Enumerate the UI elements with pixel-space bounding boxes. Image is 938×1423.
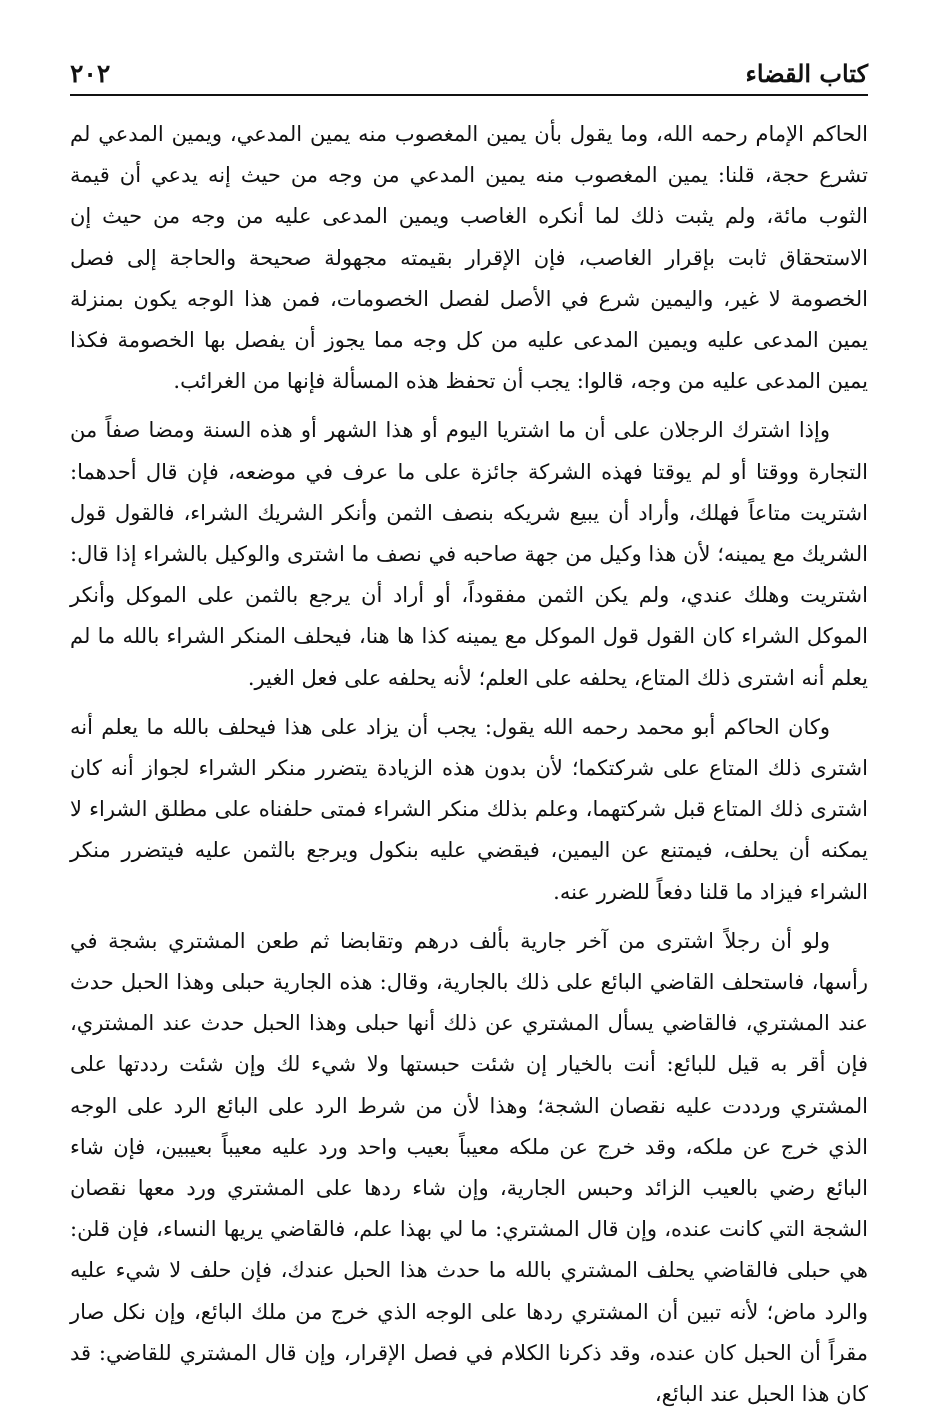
- running-header: [70, 48, 868, 96]
- paragraph: وكان الحاكم أبو محمد رحمه الله يقول: يجب أن يزاد على هذا فيحلف بالله ما يعلم أنه اشترى ذلك المتاع على شركتكما؛ لأن بدون هذه الزيادة يتضرر منكر الشراء لجواز أنه كان اشترى ذلك المتاع قبل شركتهما، وعلم بذلك منكر الشراء فمتى حلفناه على مطلق الشراء لا يمكنه أن يحلف، فيمتنع عن اليمين، فيقضي عليه بنكول ويرجع بالثمن عليه فيتضرر منكر الشراء فيزاد ما قلنا دفعاً للضرر عنه.: [70, 714, 868, 904]
- page-number: ٢٠٢: [70, 59, 111, 88]
- paragraph: ولو أن رجلاً اشترى من آخر جارية بألف درهم وتقابضا ثم طعن المشتري بشجة في رأسها، فاستحلف القاضي البائع على ذلك بالجارية، وقال: هذه الجارية حبلى وهذا الحبل حدث عند المشتري، فالقاضي يسأل المشتري عن ذلك أنها حبلى وهذا الحبل حدث عند المشتري، فإن أقر به قيل للبائع: أنت بالخيار إن شئت حبستها ولا شيء لك وإن شئت رددتها على المشتري ورددت عليه نقصان الشجة؛ وهذا لأن من شرط الرد على البائع الرد على الوجه الذي خرج عن ملكه، وقد خرج عن ملكه معيباً بعيب واحد ورد عليه معيباً بعيبين، فإن شاء البائع رضي بالعيب الزائد وحبس الجارية، وإن شاء ردها على المشتري ورد معها نقصان الشجة التي كانت عنده، وإن قال المشتري: ما لي بهذا علم، فالقاضي يريها النساء، فإن قلن: هي حبلى فالقاضي يحلف المشتري بالله ما حدث هذا الحبل عندك، فإن حلف لا شيء عليه والرد ماض؛ لأنه تبين أن المشتري ردها على الوجه الذي خرج من ملك البائع، وإن نكل صار مقراً أن الحبل كان عنده، وقد ذكرنا الكلام في فصل الإقرار، وإن قال المشتري للقاضي: قد كان هذا الحبل عند البائع،: [70, 928, 868, 1407]
- book-section-title: كتاب القضاء: [745, 59, 868, 88]
- body-text: [70, 114, 868, 1415]
- paragraph: وإذا اشترك الرجلان على أن ما اشتريا اليوم أو هذا الشهر أو هذه السنة ومضا صفاً من التجارة ووقتا أو لم يوقتا فهذه الشركة جائزة على ما عرف في موضعه، فإن قال أحدهما: اشتريت متاعاً فهلك، وأراد أن يبيع شريكه بنصف الثمن وأنكر الشريك الشراء، فالقول قول الشريك مع يمينه؛ لأن هذا وكيل من جهة صاحبه في نصف ما اشترى والوكيل بالشراء إذا قال: اشتريت وهلك عندي، ولم يكن الثمن مفقوداً، أو أراد أن يرجع بالثمن على الموكل وأنكر الموكل الشراء كان القول قول الموكل مع يمينه كذا ها هنا، فيحلف المنكر الشراء بالله ما لم يعلم أنه اشترى ذلك المتاع، يحلفه على العلم؛ لأنه يحلفه على فعل الغير.: [70, 418, 868, 690]
- book-page: [70, 48, 868, 1423]
- paragraph: الحاكم الإمام رحمه الله، وما يقول بأن يمين المغصوب منه يمين المدعي، ويمين المدعي لم تشرع حجة، قلنا: يمين المغصوب منه يمين المدعي من وجه من حيث إنه يدعي أن قيمة الثوب مائة، ولم يثبت ذلك لما أنكره الغاصب ويمين المدعى عليه من وجه من حيث إن الاستحقاق ثابت بإقرار الغاصب، فإن الإقرار بقيمته مجهولة صحيحة والحاجة إلى فصل الخصومة لا غير، واليمين شرع في الأصل لفصل الخصومات، فمن هذا الوجه يكون بمنزلة يمين المدعى عليه ويمين المدعى عليه من كل وجه مما يجوز أن يفصل بها الخصومة فكذا يمين المدعى عليه من وجه، قالوا: يجب أن تحفظ هذه المسألة فإنها من الغرائب.: [70, 122, 868, 394]
